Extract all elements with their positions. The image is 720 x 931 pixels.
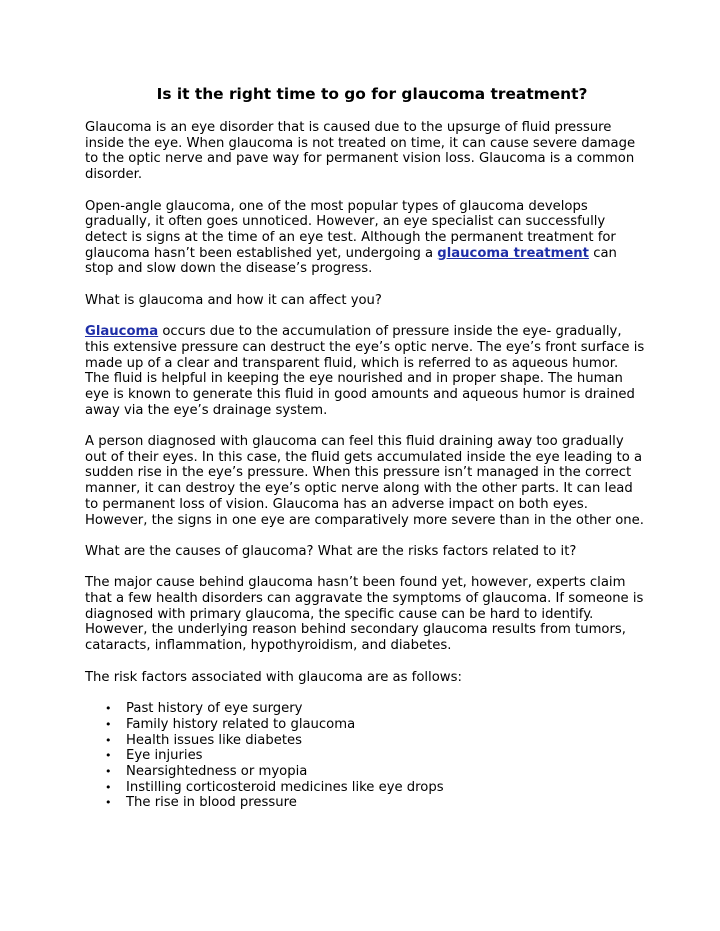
list-item bbox=[105, 779, 645, 796]
bullet-icon: • bbox=[105, 749, 112, 763]
document-page bbox=[85, 84, 645, 811]
glaucoma-link[interactable]: Glaucoma bbox=[85, 324, 159, 340]
paragraph-fluid-draining: A person diagnosed with glaucoma can feel this fluid draining away too gradually out of their eyes. In this case, the fluid gets accumulated inside the eye leading to a sudden rise in the eye’s pressure. When this pressure isn’t managed in the correct manner, it can destroy the eye’s optic nerve along with the other parts. It can lead to permanent loss of vision. Glaucoma has an adverse impact on both eyes. However, the signs in one eye are comparatively more severe than in the other one. bbox=[85, 434, 644, 528]
list-item bbox=[105, 748, 645, 764]
list-item bbox=[105, 795, 645, 811]
list-item bbox=[105, 701, 645, 717]
question-causes: What are the causes of glaucoma? What are the risks factors related to it? bbox=[85, 543, 577, 559]
list-item bbox=[105, 716, 645, 733]
bullet-icon: • bbox=[105, 733, 112, 747]
paragraph-risk-intro: The risk factors associated with glaucoma are as follows: bbox=[85, 669, 462, 685]
list-item-text: Nearsightedness or myopia bbox=[126, 764, 308, 780]
bullet-icon: • bbox=[105, 765, 112, 779]
list-item-text: Family history related to glaucoma bbox=[126, 716, 356, 732]
paragraph-text: occurs due to the accumulation of pressure inside the eye- gradually, this extensive pressure can destruct the eye’s optic nerve. The eye’s front surface is made up of a clear and transparent fluid, which is referred to as aqueous humor. The fluid is helpful in keeping the eye nourished and in proper shape. The human eye is known to generate this fluid in good amounts and aqueous humor is drained away via the eye’s drainage system. bbox=[85, 324, 645, 418]
list-item bbox=[105, 732, 645, 749]
list-item-text: Instilling corticosteroid medicines like eye drops bbox=[126, 779, 444, 795]
question-what-is-glaucoma: What is glaucoma and how it can affect you? bbox=[85, 292, 382, 308]
paragraph-text: Open-angle glaucoma, one of the most popular types of glaucoma develops gradually, it often goes unnoticed. However, an eye specialist can successfully detect is signs at the time of an eye test. Although the permanent treatment for glaucoma hasn’t been established yet, undergoing a bbox=[85, 198, 616, 261]
paragraph-causes: The major cause behind glaucoma hasn’t been found yet, however, experts claim that a few health disorders can aggravate the symptoms of glaucoma. If someone is diagnosed with primary glaucoma, the specific cause can be hard to identify. However, the underlying reason behind secondary glaucoma results from tumors, cataracts, inflammation, hypothyroidism, and diabetes. bbox=[85, 575, 644, 654]
document-title: Is it the right time to go for glaucoma treatment? bbox=[156, 85, 588, 103]
risk-factor-list bbox=[85, 701, 645, 811]
list-item-text: Past history of eye surgery bbox=[126, 701, 303, 717]
list-item-text: The rise in blood pressure bbox=[126, 795, 297, 811]
bullet-icon: • bbox=[105, 717, 112, 731]
bullet-icon: • bbox=[105, 796, 112, 810]
glaucoma-treatment-link[interactable]: glaucoma treatment bbox=[437, 245, 589, 261]
list-item-text: Eye injuries bbox=[126, 748, 203, 764]
paragraph-glaucoma-definition bbox=[85, 324, 645, 418]
bullet-icon: • bbox=[105, 702, 112, 716]
paragraph-open-angle bbox=[85, 199, 645, 278]
list-item-text: Health issues like diabetes bbox=[126, 732, 302, 748]
paragraph-text: can stop and slow down the disease’s progress. bbox=[85, 245, 617, 277]
paragraph-intro: Glaucoma is an eye disorder that is caused due to the upsurge of fluid pressure inside the eye. When glaucoma is not treated on time, it can cause severe damage to the optic nerve and pave way for permanent vision loss. Glaucoma is a common disorder. bbox=[85, 120, 636, 183]
list-item bbox=[105, 764, 645, 780]
bullet-icon: • bbox=[105, 780, 112, 794]
